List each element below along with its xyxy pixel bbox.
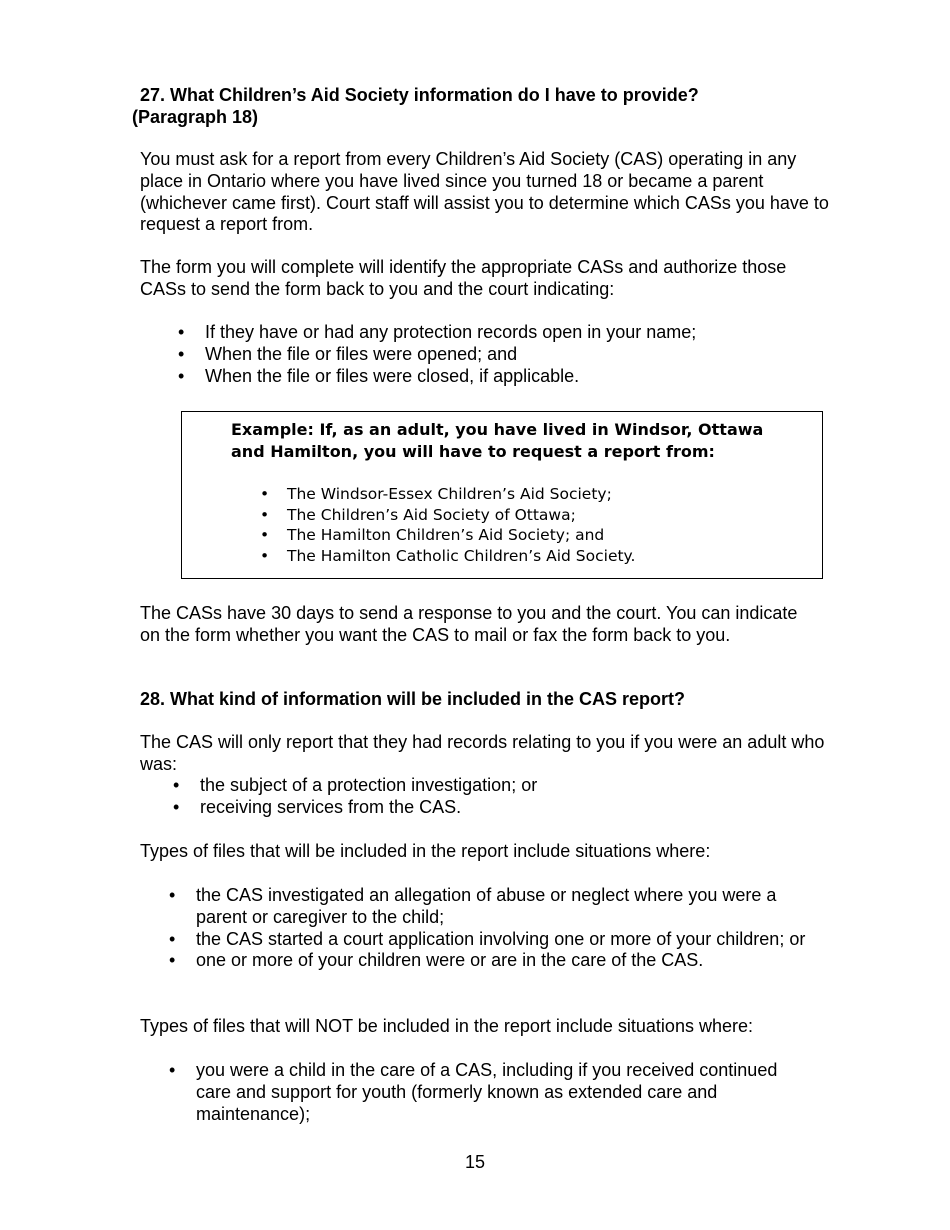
bullet-icon: • bbox=[169, 928, 176, 949]
list-item-text: If they have or had any protection records open in your name; bbox=[205, 322, 697, 342]
list-item-text: receiving services from the CAS. bbox=[200, 796, 462, 817]
section-28-paragraph-1: The CAS will only report that they had records relating to you if you were an adult who was: bbox=[140, 732, 825, 774]
list-item-text: The Windsor-Essex Children’s Aid Society; bbox=[287, 485, 612, 503]
section-27-heading-paragraph-ref bbox=[132, 107, 258, 129]
list-item-text: The Children’s Aid Society of Ottawa; bbox=[287, 505, 576, 524]
section-27-paragraph-1: You must ask for a report from every Children’s Aid Society (CAS) operating in any place in Ontario where you have lived since you turned 18 or became a parent (whichever came first). Court staff will assist you to determine which CASs you have to request a report from. bbox=[140, 149, 829, 235]
list-item-text: When the file or files were opened; and bbox=[205, 343, 518, 364]
list-item bbox=[169, 1060, 811, 1125]
list-item bbox=[169, 885, 816, 929]
list-item bbox=[260, 546, 807, 567]
example-box bbox=[181, 411, 823, 579]
example-box-list bbox=[260, 484, 807, 566]
example-box-title: Example: If, as an adult, you have lived in Windsor, Ottawa and Hamilton, you will have to request a report from: bbox=[231, 420, 764, 461]
section-27-paragraph-2: The form you will complete will identify the appropriate CASs and authorize those CASs to send the form back to you and the court indicating: bbox=[140, 257, 787, 299]
bullet-icon: • bbox=[260, 505, 270, 524]
section-28-bullet-list-3 bbox=[169, 1060, 811, 1125]
bullet-icon: • bbox=[178, 322, 185, 342]
bullet-icon: • bbox=[178, 343, 185, 364]
section-27-heading-line1: 27. What Children’s Aid Society information do I have to provide? bbox=[140, 85, 699, 105]
bullet-icon: • bbox=[169, 885, 176, 905]
list-item bbox=[169, 928, 816, 951]
list-item-text: The Hamilton Children’s Aid Society; and bbox=[287, 526, 605, 544]
list-item bbox=[178, 322, 825, 344]
section-27-heading bbox=[140, 85, 699, 107]
bullet-icon: • bbox=[169, 950, 176, 971]
bullet-icon: • bbox=[260, 485, 270, 503]
list-item bbox=[260, 525, 807, 546]
section-28-bullet-list-2 bbox=[169, 885, 816, 972]
list-item bbox=[173, 796, 820, 819]
list-item bbox=[178, 365, 825, 388]
list-item-text: the CAS started a court application involving one or more of your children; or bbox=[196, 928, 806, 949]
list-item-text: When the file or files were closed, if applicable. bbox=[205, 365, 580, 386]
section-27-heading-line2: (Paragraph 18) bbox=[132, 107, 259, 127]
list-item bbox=[178, 343, 825, 366]
list-item bbox=[169, 950, 816, 972]
bullet-icon: • bbox=[178, 365, 185, 386]
bullet-icon: • bbox=[173, 775, 180, 795]
list-item bbox=[260, 484, 807, 505]
bullet-icon: • bbox=[260, 526, 270, 544]
bullet-icon: • bbox=[169, 1060, 176, 1080]
section-28-paragraph-3: Types of files that will NOT be included in the report include situations where: bbox=[140, 1016, 753, 1036]
page-number: 15 bbox=[464, 1152, 486, 1172]
list-item-text: the CAS investigated an allegation of abuse or neglect where you were a parent or caregiver to the child; bbox=[196, 885, 777, 927]
list-item bbox=[173, 775, 820, 797]
section-28-paragraph-2: Types of files that will be included in the report include situations where: bbox=[140, 841, 711, 861]
list-item-text: the subject of a protection investigation; or bbox=[200, 775, 538, 795]
list-item-text: you were a child in the care of a CAS, including if you received continued care and support for youth (formerly known as extended care and maintenance); bbox=[196, 1060, 778, 1124]
list-item-text: The Hamilton Catholic Children’s Aid Society. bbox=[287, 546, 636, 565]
list-item-text: one or more of your children were or are in the care of the CAS. bbox=[196, 950, 704, 971]
section-27-paragraph-3: The CASs have 30 days to send a response to you and the court. You can indicate on the form whether you want the CAS to mail or fax the form back to you. bbox=[140, 603, 798, 645]
bullet-icon: • bbox=[173, 796, 180, 817]
list-item bbox=[260, 505, 807, 526]
section-28-bullet-list-1 bbox=[173, 775, 820, 819]
bullet-icon: • bbox=[260, 546, 270, 565]
section-28-heading: 28. What kind of information will be included in the CAS report? bbox=[140, 689, 686, 709]
section-27-bullet-list bbox=[178, 322, 825, 387]
